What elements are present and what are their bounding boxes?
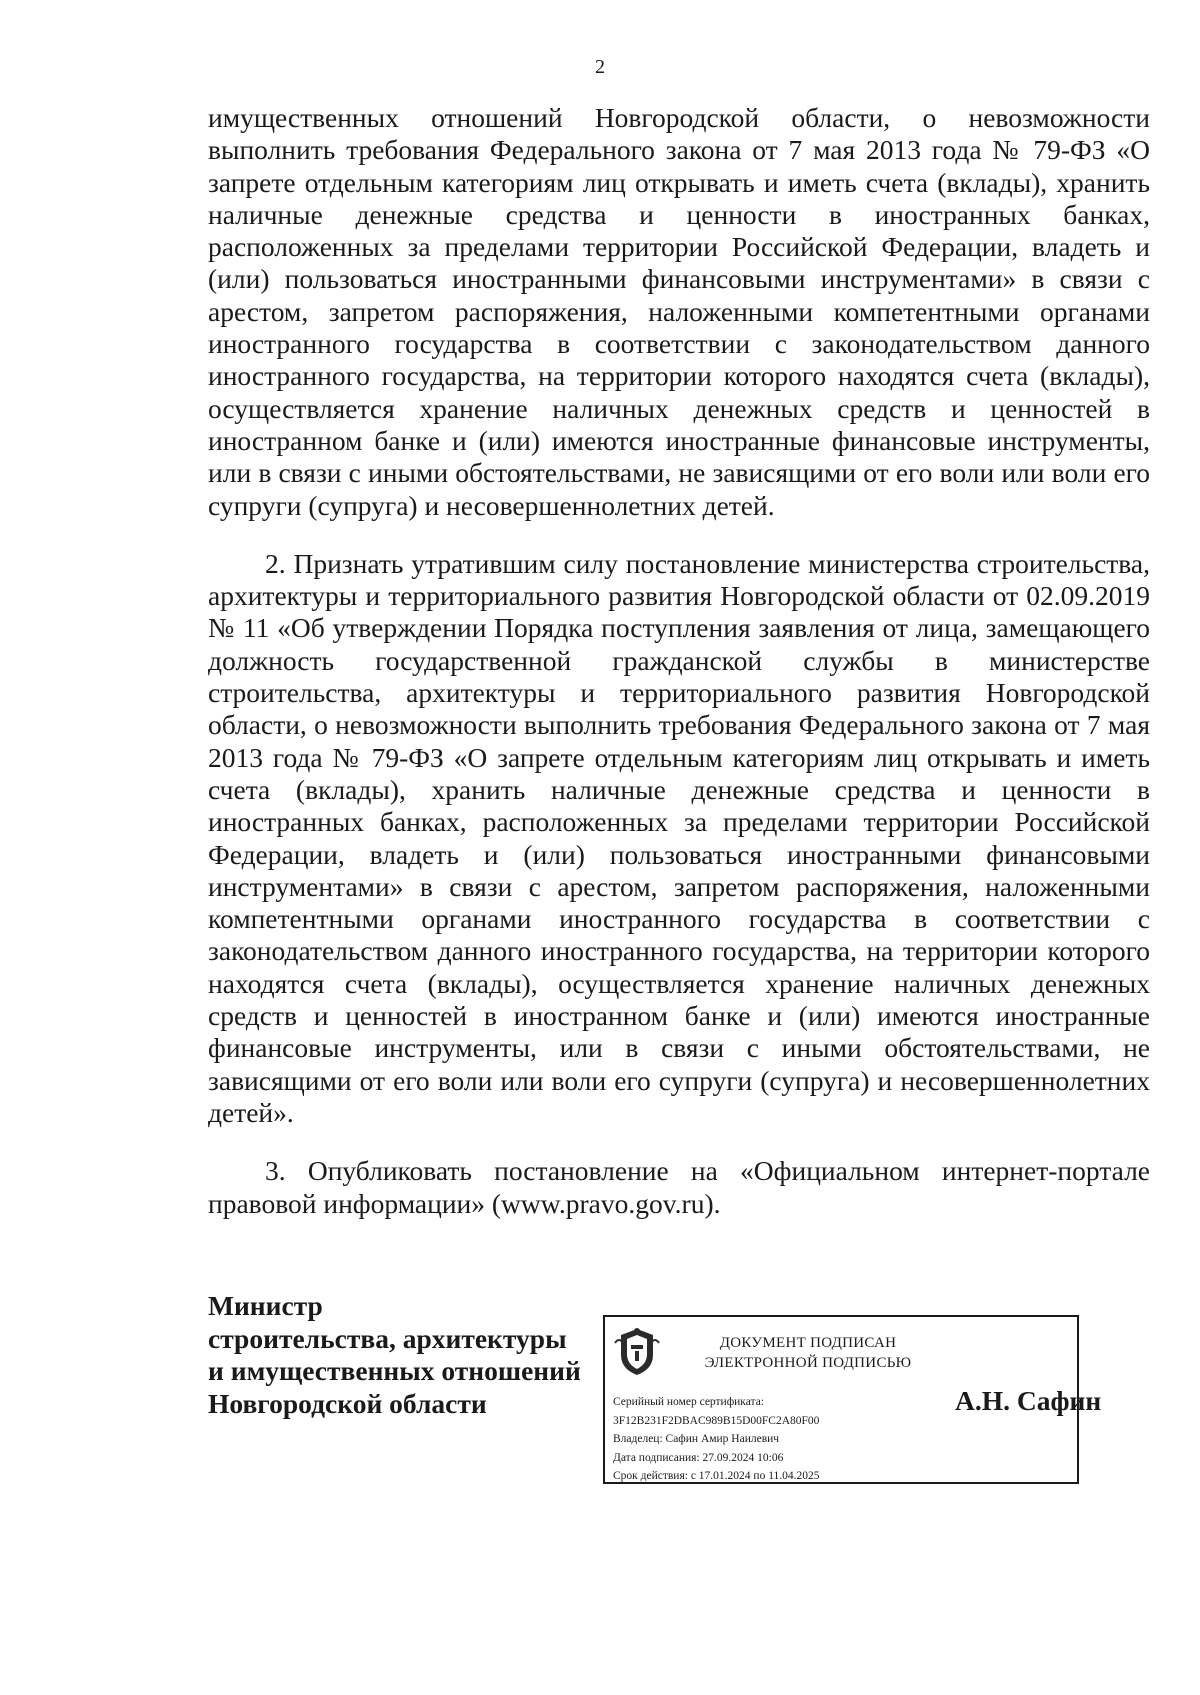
stamp-details (613, 1393, 820, 1486)
signer-title-line: и имущественных отношений (208, 1355, 581, 1386)
coat-of-arms-icon (613, 1325, 661, 1377)
paragraph-item-3: 3. Опубликовать постановление на «Официальном интернет-портале правовой информации» (www.pravo.gov.ru). (208, 1155, 1150, 1219)
certificate-serial: 3F12B231F2DBAC989B15D00FC2A80F00 (613, 1414, 820, 1427)
page-number: 2 (595, 56, 605, 78)
signing-date: Дата подписания: 27.09.2024 10:06 (613, 1451, 784, 1464)
signer-title-line: Министр (208, 1290, 323, 1321)
signer-title-line: Новгородской области (208, 1387, 487, 1419)
signer-title-line: строительства, архитектуры (208, 1322, 567, 1354)
stamp-title-line: ЭЛЕКТРОННОЙ ПОДПИСЬЮ (704, 1355, 912, 1371)
stamp-title-line: ДОКУМЕНТ ПОДПИСАН (719, 1335, 897, 1351)
certificate-validity: Срок действия: с 17.01.2024 по 11.04.2025 (613, 1470, 820, 1482)
paragraph-continuation: имущественных отношений Новгородской области, о невозможности выполнить требования Федерального закона от 7 мая 2013 года № 79-ФЗ «О запрете отдельным категориям лиц открывать и иметь счета (вклады), хранить наличные денежные средства и ценности в иностранных банках, расположенных за пределами территории Российской Федерации, владеть и (или) пользоваться иностранными финансовыми инструментами» в связи с арестом, запретом распоряжения, наложенными компетентными органами иностранного государства в соответствии с законодательством данного иностранного государства, на территории которого находятся счета (вклады), осуществляется хранение наличных денежных средств и ценностей в иностранном банке и (или) имеются иностранные финансовые инструменты, или в связи с иными обстоятельствами, не зависящими от его воли или воли его супруги (супруга) и несовершеннолетних детей. (208, 102, 1150, 521)
document-body (208, 102, 1150, 1220)
paragraph-item-2: 2. Признать утратившим силу постановление министерства строительства, архитектуры и территориального развития Новгородской области от 02.09.2019 № 11 «Об утверждении Порядка поступления заявления от лица, замещающего должность государственной гражданской службы в министерстве строительства, архитектуры и территориального развития Новгородской области, о невозможности выполнить требования Федерального закона от 7 мая 2013 года № 79-ФЗ «О запрете отдельным категориям лиц открывать и иметь счета (вклады), хранить наличные денежные средства и ценности в иностранных банках, расположенных за пределами территории Российской Федерации, владеть и (или) пользоваться иностранными финансовыми инструментами» в связи с арестом, запретом распоряжения, наложенными компетентными органами иностранного государства в соответствии с законодательством данного иностранного государства, на территории которого находятся счета (вклады), осуществляется хранение наличных денежных средств и ценностей в иностранном банке и (или) имеются иностранные финансовые инструменты, или в связи с иными обстоятельствами, не зависящими от его воли или воли его супруги (супруга) и несовершеннолетних детей». (208, 547, 1150, 1128)
signer-name: А.Н. Сафин (955, 1385, 1102, 1416)
certificate-serial-label: Серийный номер сертификата: (613, 1396, 764, 1408)
stamp-title (683, 1333, 933, 1373)
certificate-owner: Владелец: Сафин Амир Наилевич (613, 1433, 780, 1445)
signer-title (208, 1290, 608, 1420)
